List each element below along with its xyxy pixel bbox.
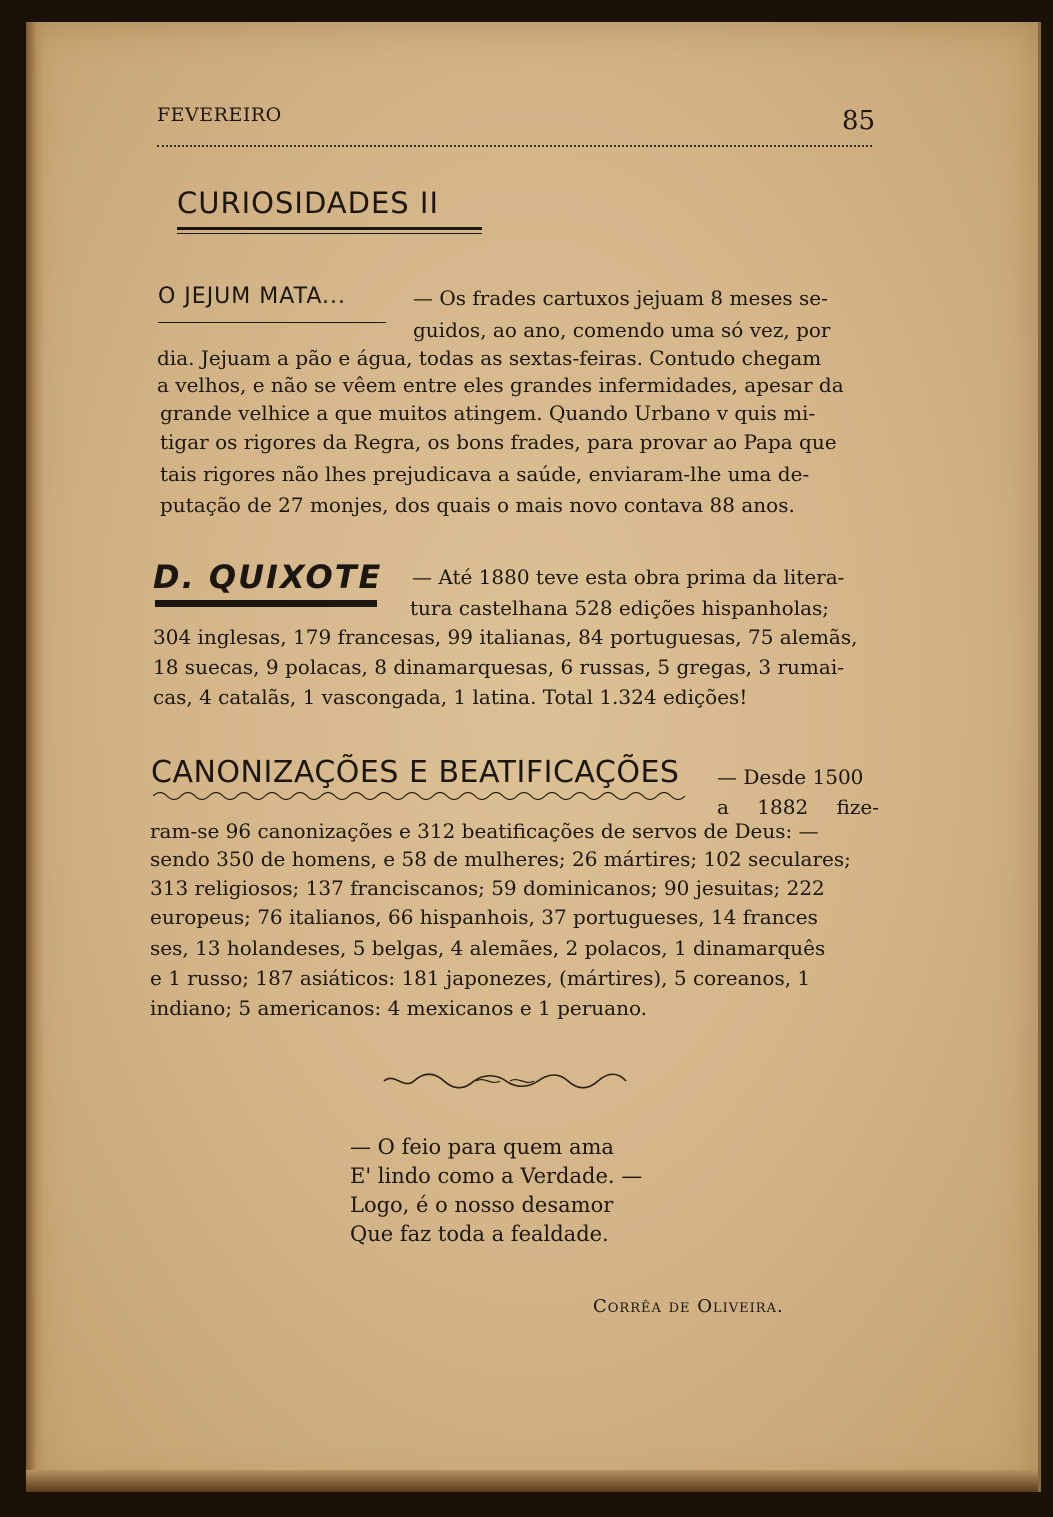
header-dotted-rule [157, 145, 872, 147]
poem-line: E' lindo como a Verdade. — [350, 1164, 643, 1188]
canonizacoes-line: — Desde 1500 [717, 765, 864, 789]
jejum-line: tais rigores não lhes prejudicava a saúde, enviaram-lhe uma de- [160, 462, 810, 486]
jejum-line: dia. Jejuam a pão e água, todas as sextas-feiras. Contudo chegam [157, 346, 822, 370]
jejum-line: guidos, ao ano, comendo uma só vez, por [413, 318, 831, 342]
page-number: 85 [842, 106, 876, 136]
canonizacoes-line: ram-se 96 canonizações e 312 beatificações de servos de Deus: — [150, 819, 819, 843]
canonizacoes-line: ses, 13 holandeses, 5 belgas, 4 alemães, 2 polacos, 1 dinamarquês [150, 936, 826, 960]
page-bottom-edge [26, 1470, 1038, 1492]
jejum-line: putação de 27 monjes, dos quais o mais novo contava 88 anos. [160, 493, 795, 517]
canonizacoes-line: a 1882 fize- [717, 795, 880, 819]
quixote-line: — Até 1880 teve esta obra prima da litera- [412, 565, 845, 589]
jejum-line: tigar os rigores da Regra, os bons frades, para provar ao Papa que [160, 430, 837, 454]
section-title: CURIOSIDADES II [177, 186, 440, 220]
canonizacoes-heading: CANONIZAÇÕES E BEATIFICAÇÕES [151, 755, 680, 790]
quixote-heading-bar [155, 600, 377, 607]
jejum-heading-rule [158, 322, 386, 323]
jejum-line: a velhos, e não se vêem entre eles grandes infermidades, apesar da [157, 373, 844, 397]
jejum-line: — Os frades cartuxos jejuam 8 meses se- [413, 286, 828, 310]
canonizacoes-line: 313 religiosos; 137 franciscanos; 59 dominicanos; 90 jesuitas; 222 [150, 876, 825, 900]
page-spine-shadow [26, 22, 44, 1492]
quixote-line: 18 suecas, 9 polacas, 8 dinamarquesas, 6 russas, 5 gregas, 3 rumai- [153, 655, 844, 679]
poem-line: Logo, é o nosso desamor [350, 1193, 614, 1217]
canonizacoes-line: sendo 350 de homens, e 58 de mulheres; 26 mártires; 102 seculares; [150, 847, 851, 871]
poem-line: — O feio para quem ama [350, 1135, 614, 1159]
quixote-heading: D. QUIXOTE [153, 558, 383, 596]
canonizacoes-line: e 1 russo; 187 asiáticos: 181 japonezes, (mártires), 5 coreanos, 1 [150, 966, 811, 990]
quixote-line: cas, 4 catalãs, 1 vascongada, 1 latina. Total 1.324 edições! [153, 685, 748, 709]
quixote-line: 304 inglesas, 179 francesas, 99 italianas, 84 portuguesas, 75 alemãs, [153, 625, 858, 649]
title-underline-thick [177, 227, 482, 230]
canonizacoes-line: europeus; 76 italianos, 66 hispanhois, 37 portugueses, 14 frances [150, 905, 818, 929]
wavy-underline-ornament [153, 789, 693, 803]
poem-author: Corrêa de Oliveira. [593, 1296, 784, 1317]
decorative-flourish-ornament [380, 1068, 630, 1094]
quixote-line: tura castelhana 528 edições hispanholas; [410, 596, 830, 620]
jejum-line: grande velhice a que muitos atingem. Quando Urbano v quis mi- [160, 401, 816, 425]
jejum-heading: O JEJUM MATA... [158, 284, 346, 309]
canonizacoes-line: indiano; 5 americanos: 4 mexicanos e 1 peruano. [150, 996, 648, 1020]
poem-line: Que faz toda a fealdade. [350, 1222, 609, 1246]
running-header-month: FEVEREIRO [157, 104, 282, 126]
title-underline-thin [177, 233, 482, 234]
